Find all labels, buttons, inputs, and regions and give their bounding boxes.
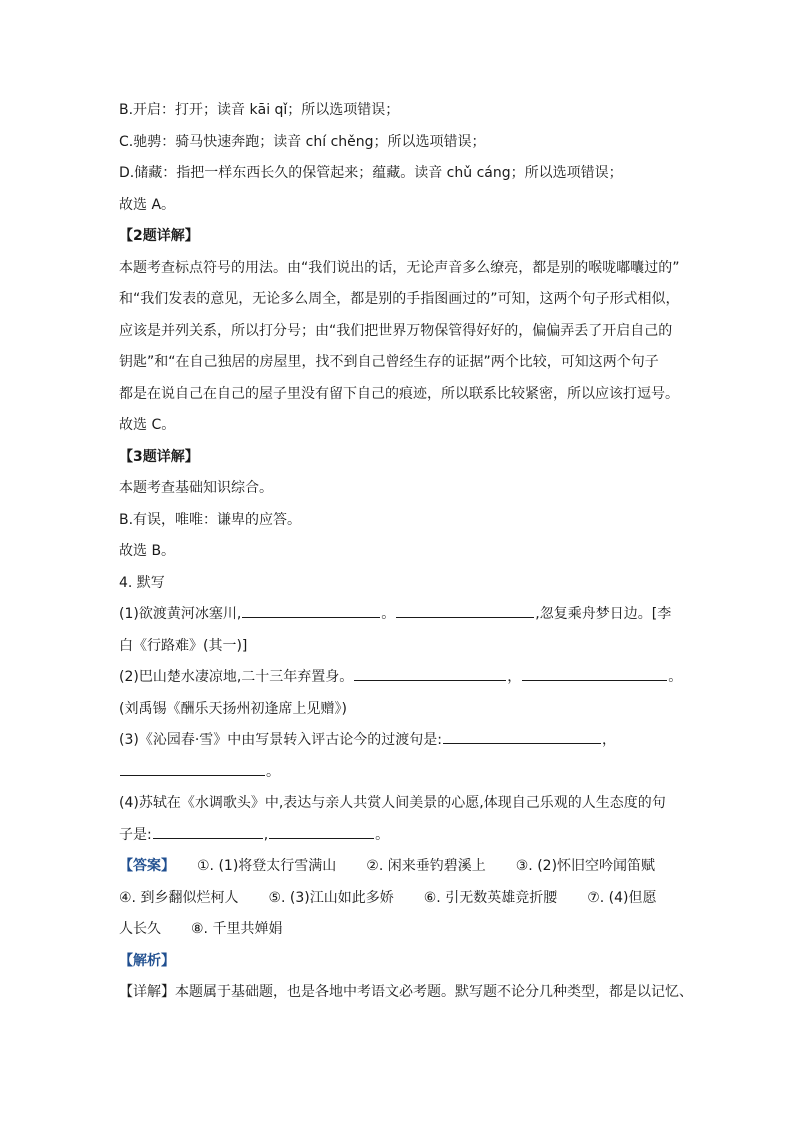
recitation-text: (3)《沁园春·雪》中由写景转入评古论今的过渡句是: bbox=[119, 732, 442, 748]
answer-blank bbox=[242, 602, 380, 618]
recitation-text: 。 bbox=[375, 826, 390, 843]
answer-blank bbox=[522, 665, 667, 681]
recitation-item-3 bbox=[119, 725, 679, 757]
recitation-item-1-source: 白《行路难》(其一)] bbox=[119, 637, 248, 654]
answer-item: ⑦. (4)但愿 bbox=[587, 889, 657, 906]
option-b-explanation: B.开启：打开；读音 kāi qǐ；所以选项错误； bbox=[119, 102, 400, 118]
question-3-heading: 【3题详解】 bbox=[119, 448, 199, 465]
answer-blank bbox=[354, 665, 506, 681]
answer-item: ④. 到乡翻似烂柯人 bbox=[119, 889, 239, 906]
answer-item: ⑤. (3)江山如此多娇 bbox=[268, 889, 394, 906]
question-2-heading: 【2题详解】 bbox=[119, 228, 199, 244]
question-4-heading: 4. 默写 bbox=[119, 574, 165, 591]
choice-c-conclusion: 故选 C。 bbox=[119, 417, 176, 433]
question-2-paragraph-line: 本题考查标点符号的用法。由“我们说出的话，无论声音多么缭亮，都是别的喉咙嘟囔过的” bbox=[119, 259, 680, 276]
answer-blank bbox=[120, 760, 265, 776]
recitation-text: (1)欲渡黄河冰塞川, bbox=[119, 606, 242, 622]
detail-label: 【详解】 bbox=[119, 984, 175, 1000]
answer-blank bbox=[269, 823, 374, 839]
option-d-explanation: D.储藏：指把一样东西长久的保管起来；蕴藏。读音 chǔ cáng；所以选项错误； bbox=[119, 165, 623, 181]
recitation-text: 子是: bbox=[119, 826, 152, 843]
answer-line-2 bbox=[119, 883, 679, 915]
question-2-paragraph-line: 应该是并列关系，所以打分号；由“我们把世界万物保管得好好的，偏偏弄丢了开启自己的 bbox=[119, 322, 673, 339]
question-3-paragraph-line: B.有误，唯唯：谦卑的应答。 bbox=[119, 511, 302, 528]
document-body bbox=[119, 95, 693, 1009]
recitation-item-3-continued bbox=[119, 757, 679, 789]
detail-paragraph bbox=[119, 977, 693, 1009]
recitation-text: 。 bbox=[668, 669, 683, 685]
recitation-text: (2)巴山楚水凄凉地,二十三年弃置身。 bbox=[119, 669, 354, 685]
choice-a-conclusion: 故选 A。 bbox=[119, 196, 176, 213]
recitation-text: ， bbox=[602, 732, 616, 748]
answer-label: 【答案】 bbox=[119, 858, 175, 874]
recitation-text: 。 bbox=[266, 763, 280, 780]
question-3-paragraph-line: 本题考查基础知识综合。 bbox=[119, 480, 273, 496]
answer-line-3 bbox=[119, 914, 679, 946]
answer-item: ⑥. 引无数英雄竞折腰 bbox=[423, 889, 558, 906]
question-2-paragraph-line: 和“我们发表的意见，无论多么周全，都是别的手指图画过的”可知，这两个句子形式相似， bbox=[119, 291, 680, 307]
analysis-label: 【解析】 bbox=[119, 952, 175, 969]
question-2-paragraph-line: 钥匙”和“在自己独居的房屋里，找不到自己曾经生存的证据”两个比较，可知这两个句子 bbox=[119, 354, 659, 370]
recitation-item-4-continued bbox=[119, 820, 679, 852]
answer-item: ②. 闲来垂钓碧溪上 bbox=[366, 858, 486, 874]
recitation-text: 。 bbox=[381, 606, 396, 622]
recitation-text: , bbox=[263, 826, 269, 843]
answer-item: 人长久 bbox=[119, 921, 161, 937]
recitation-item-2-source: (刘禹锡《酬乐天扬州初逢席上见赠》) bbox=[119, 700, 347, 717]
recitation-item-1 bbox=[119, 599, 679, 631]
answer-blank bbox=[443, 728, 601, 744]
question-2-paragraph-line: 都是在说自己在自己的屋子里没有留下自己的痕迹，所以联系比较紧密，所以应该打逗号。 bbox=[119, 385, 679, 402]
answer-item: ③. (2)怀旧空吟闻笛赋 bbox=[515, 858, 656, 874]
recitation-item-4: (4)苏轼在《水调歌头》中,表达与亲人共赏人间美景的心愿,体现自己乐观的人生态度的句 bbox=[119, 795, 666, 811]
answer-item: ⑧. 千里共婵娟 bbox=[191, 921, 283, 937]
choice-b-conclusion: 故选 B。 bbox=[119, 543, 176, 559]
detail-text: 本题属于基础题，也是各地中考语文必考题。默写题不论分几种类型，都是以记忆、 bbox=[175, 984, 693, 1000]
recitation-text: ， bbox=[507, 669, 522, 685]
answer-blank bbox=[153, 823, 263, 839]
answer-blank bbox=[396, 602, 534, 618]
answer-item: ①. (1)将登太行雪满山 bbox=[197, 858, 337, 874]
recitation-item-2 bbox=[119, 662, 683, 694]
answer-line-1 bbox=[119, 851, 679, 883]
recitation-text: ,忽复乘舟梦日边。[李 bbox=[535, 606, 672, 622]
option-c-explanation: C.驰骋：骑马快速奔跑；读音 chí chěng；所以选项错误； bbox=[119, 133, 486, 150]
